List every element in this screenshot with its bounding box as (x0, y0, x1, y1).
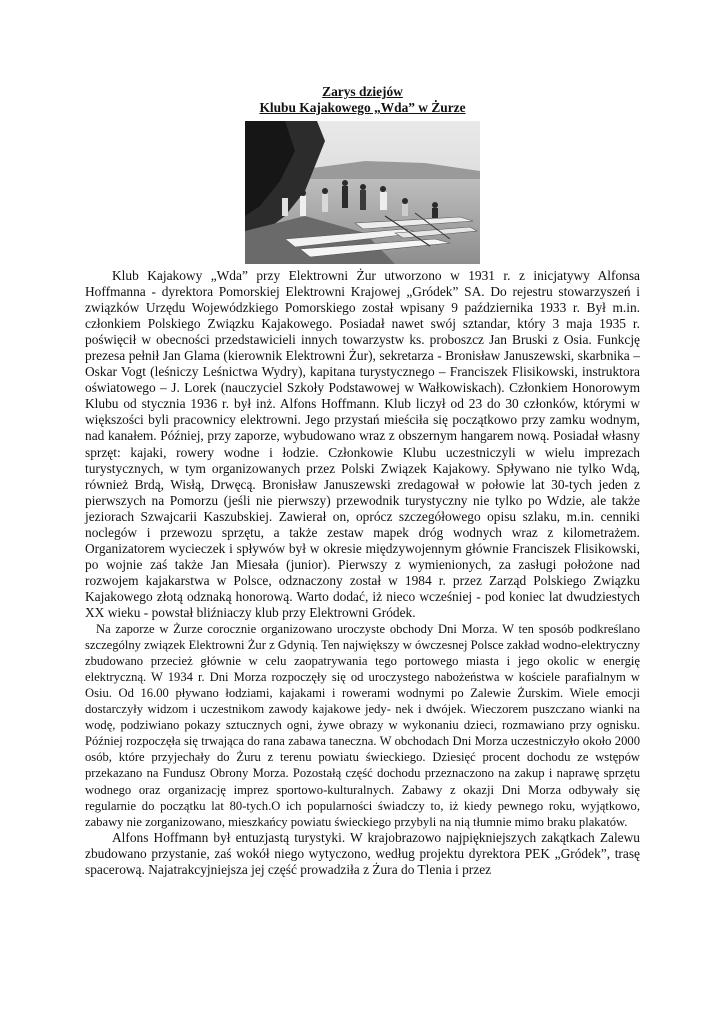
document-title-line-1: Zarys dziejów (322, 84, 403, 99)
document-title-line-2: Klubu Kajakowego „Wda” w Żurze (259, 100, 466, 115)
paragraph-1: Klub Kajakowy „Wda” przy Elektrowni Żur utworzono w 1931 r. z inicjatywy Alfonsa Hoffmanna - dyrektora Pomorskiej Elektrowni Krajowej „Gródek” SA. Do rejestru stowarzyszeń i związków Urzędu Wojewódzkiego Pomorskiego został wpisany 9 października 1933 r. Był m.in. członkiem Polskiego Związku Kajakowego. Posiadał nawet swój sztandar, który 3 maja 1935 r. poświęcił w obecności przedstawicieli innych towarzystw ks. proboszcz Jan Bruski z Osia. Funkcję prezesa pełnił Jan Glama (kierownik Elektrowni Żur), sekretarza - Bronisław Januszewski, skarbnika – Oskar Vogt (leśniczy Leśnictwa Wydry), kapitana turystycznego – Franciszek Flisikowski, instruktora oświatowego – J. Lorek (nauczyciel Szkoły Podstawowej w Wałkowiskach). Członkiem Honorowym Klubu od stycznia 1936 r. był inż. Alfons Hoffmann. Klub liczył od 23 do 30 członków, którymi w większości byli pracownicy elektrowni. Jego przystań mieściła się początkowo przy zamku wodnym, nad kanałem. Później, przy zaporze, wybudowano wraz z obszernym hangarem nową. Posiadał własny sprzęt: kajaki, rowery wodne i łodzie. Członkowie Klubu uczestniczyli w wielu imprezach turystycznych, w tym organizowanych przez Polski Związek Kajakowy. Spływano nie tylko Wdą, również Brdą, Wisłą, Drwęcą. Bronisław Januszewski zredagował w połowie lat 30-tych jeden z pierwszych na Pomorzu (jeśli nie pierwszy) przewodnik turystyczny nie tylko po Wdzie, ale także jeziorach Szwajcarii Kaszubskiej. Zawierał on, oprócz szczegółowego opisu szlaku, m.in. cenniki noclegów i przewozu sprzętu, a także zestaw mapek dróg wodnych wraz z kilometrażem. Organizatorem wycieczek i spływów był w okresie międzywojennym głównie Franciszek Flisikowski, po wojnie zaś także Jan Miesała (junior). Pierwszy z wymienionych, za zasługi położone nad rozwojem kajakarstwa w Polsce, odznaczony został w 1984 r. przez Zarząd Polskiego Związku Kajakowego złotą odznaką honorową. Warto dodać, iż nieco wcześniej - pod koniec lat dwudziestych XX wieku - powstał bliźniaczy klub przy Elektrowni Gródek. (85, 268, 640, 620)
document-page (85, 84, 640, 878)
kayak-photo-illustration (245, 121, 480, 264)
paragraph-2: Na zaporze w Żurze corocznie organizowano uroczyste obchody Dni Morza. W ten sposób podkreślano szczególny związek Elektrowni Żur z Gdynią. Ten największy w ówczesnej Polsce zakład wodno-elektryczny zbudowano przecież głównie w celu zaopatrywania tego portowego miasta i jego okolic w energię elektryczną. W 1934 r. Dni Morza rozpoczęły się od uroczystego nabożeństwa w kościele parafialnym w Osiu. Od 16.00 pływano łodziami, kajakami i rowerami wodnymi po Zalewie Żurskim. Wiele emocji dostarczyły widzom i uczestnikom zawody kajakowe jedy- nek i dwójek. Wieczorem puszczano wianki na wodę, podziwiano pokazy sztucznych ogni, żywe obrazy w wykonaniu dzieci, rozmawiano przy ognisku. Później rozpoczęła się trwająca do rana zabawa taneczna. W obchodach Dni Morza uczestniczyło około 2000 osób, które przyjechały do Żuru z terenu powiatu świeckiego. Dziesięć procent dochodu ze wstępów przekazano na Fundusz Obrony Morza. Pozostałą część dochodu przeznaczono na zakup i naprawę sprzętu wodnego oraz organizację imprez sportowo-kulturalnych. Zabawy z okazji Dni Morza odbywały się regularnie do początku lat 80-tych.O ich popularności świadczy to, iż kiedy pewnego roku, wyjątkowo, zabawy nie zorganizowano, mieszkańcy powiatu świeckiego przybyli na nią tłumnie mimo braku plakatów. (85, 622, 640, 829)
archival-kayak-photo (245, 121, 480, 264)
paragraph-3: Alfons Hoffmann był entuzjastą turystyki. W krajobrazowo najpiękniejszych zakątkach Zalewu zbudowano przystanie, zaś wokół niego wytyczono, według projektu dyrektora PEK „Gródek”, trasę spacerową. Najatrakcyjniejsza jej część prowadziła z Żura do Tlenia i przez (85, 829, 640, 877)
